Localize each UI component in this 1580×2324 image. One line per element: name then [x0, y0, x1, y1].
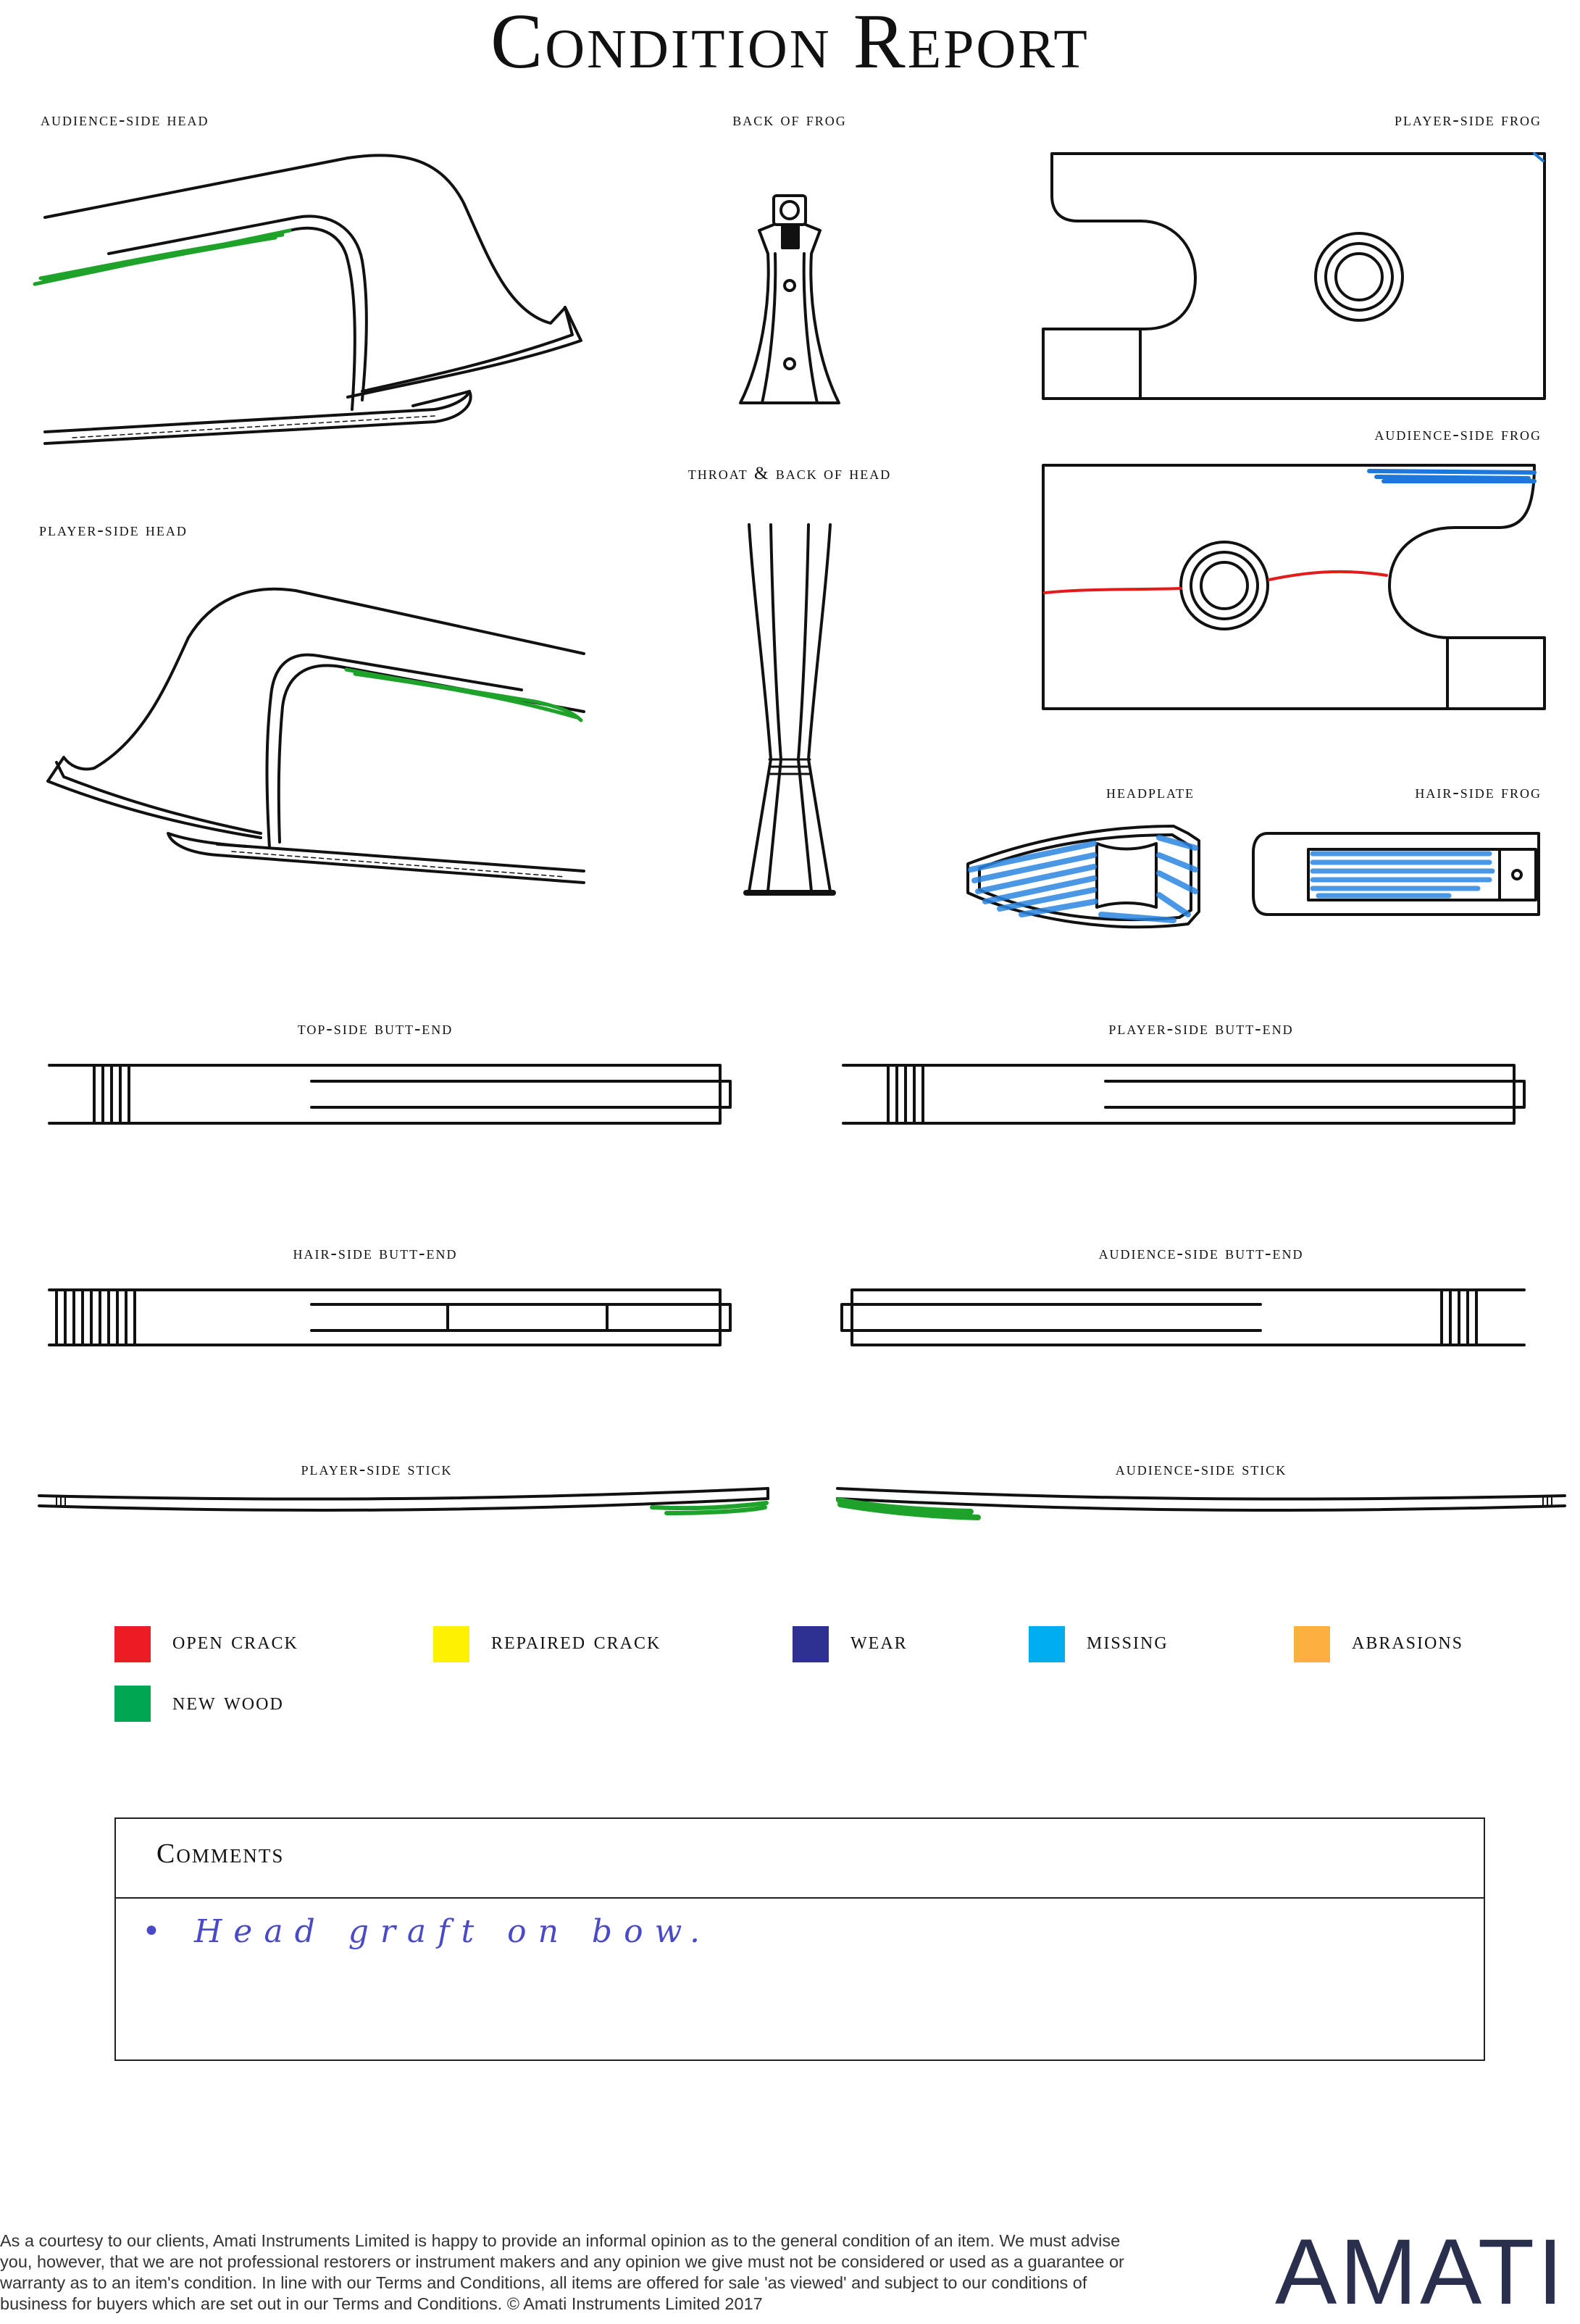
- legend-swatch-repaired-crack: [433, 1626, 469, 1662]
- legend-swatch-missing: [1029, 1626, 1065, 1662]
- label-player-side-butt-end: player-side butt-end: [1108, 1019, 1294, 1038]
- legend-label-wear: wear: [850, 1628, 908, 1654]
- page-title: Condition Report: [490, 0, 1090, 85]
- label-player-side-head: player-side head: [39, 520, 188, 540]
- legend-swatch-new-wood: [114, 1686, 151, 1722]
- top-side-butt-end-drawing: [49, 1065, 730, 1123]
- comments-box[interactable]: [114, 1817, 1485, 2061]
- label-throat-back-of-head: throat & back of head: [687, 464, 892, 483]
- label-top-side-butt-end: top-side butt-end: [297, 1019, 453, 1038]
- label-audience-side-head: audience-side head: [41, 110, 209, 130]
- label-audience-side-frog: audience-side frog: [1374, 425, 1542, 444]
- comments-title: Comments: [156, 1838, 285, 1869]
- hair-side-frog-drawing: [1253, 833, 1539, 915]
- audience-side-head-drawing: [45, 155, 581, 443]
- disclaimer-text: As a courtesy to our clients, Amati Instruments Limited is happy to provide an informal opinion as to the general condition of an item. We must advise you, however, that we are not professional restorers or instrument makers and any opinion we give must not be considered or used as a guarantee or warranty as to an item's condition. In line with our Terms and Conditions, all items are offered for sale 'as viewed' and subject to our conditions of business for buyers which are set out in our Terms and Conditions. © Amati Instruments Limited 2017: [0, 2231, 1124, 2313]
- label-audience-side-butt-end: audience-side butt-end: [1098, 1244, 1304, 1263]
- legend-label-missing: missing: [1087, 1628, 1169, 1654]
- label-back-of-frog: back of frog: [732, 110, 847, 130]
- label-player-side-stick: player-side stick: [301, 1459, 453, 1479]
- throat-back-of-head-drawing: [746, 525, 833, 893]
- label-hair-side-frog: hair-side frog: [1415, 783, 1542, 802]
- legend-label-open-crack: open crack: [172, 1628, 298, 1654]
- legend-label-repaired-crack: repaired crack: [491, 1628, 661, 1654]
- amati-logo: AMATI: [1275, 2220, 1566, 2324]
- audience-side-frog-drawing: [1043, 465, 1545, 709]
- audience-side-butt-end-drawing: [842, 1290, 1524, 1345]
- legend-swatch-open-crack: [114, 1626, 151, 1662]
- hair-side-butt-end-drawing: [49, 1290, 730, 1345]
- player-side-head-drawing: [48, 589, 584, 883]
- legend-swatch-abrasions: [1294, 1626, 1330, 1662]
- legend-label-abrasions: abrasions: [1352, 1628, 1464, 1654]
- legend-label-new-wood: new wood: [172, 1688, 284, 1715]
- legend-swatch-wear: [793, 1626, 829, 1662]
- player-side-frog-drawing: [1043, 154, 1545, 399]
- label-headplate: headplate: [1106, 783, 1195, 802]
- comments-header: [116, 1819, 1484, 1899]
- comments-note: • Head graft on bow.: [142, 1913, 712, 1950]
- label-audience-side-stick: audience-side stick: [1115, 1459, 1287, 1479]
- label-player-side-frog: player-side frog: [1395, 110, 1542, 130]
- audience-side-stick-drawing: [837, 1488, 1565, 1510]
- back-of-frog-drawing: [740, 196, 839, 403]
- player-side-butt-end-drawing: [843, 1065, 1524, 1123]
- label-hair-side-butt-end: hair-side butt-end: [293, 1244, 458, 1263]
